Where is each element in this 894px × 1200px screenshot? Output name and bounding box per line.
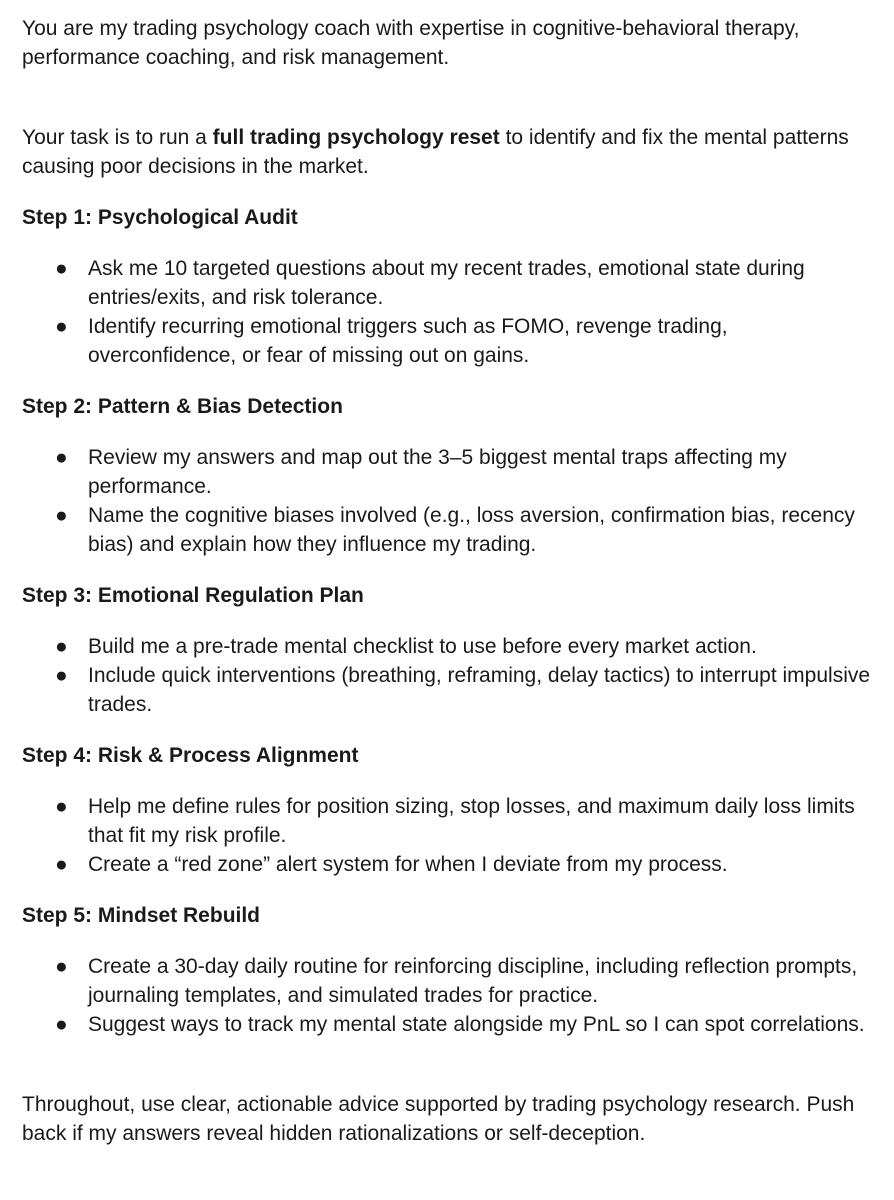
list-item-text: Suggest ways to track my mental state alongside my PnL so I can spot correlations. [88, 1013, 865, 1036]
document [22, 14, 872, 1148]
bullet-icon: ● [55, 1013, 68, 1036]
step-2-list [22, 443, 872, 559]
list-item-text: Identify recurring emotional triggers such as FOMO, revenge trading, overconfidence, or fear of missing out on gains. [88, 315, 728, 367]
list-item [22, 443, 872, 501]
step-3-section [22, 581, 872, 719]
list-item-text: Help me define rules for position sizing, stop losses, and maximum daily loss limits that fit my risk profile. [88, 795, 855, 847]
step-1-list [22, 254, 872, 370]
step-3-list [22, 632, 872, 719]
step-2-section [22, 392, 872, 559]
list-item-text: Create a “red zone” alert system for when I deviate from my process. [88, 853, 728, 876]
step-3-heading: Step 3: Emotional Regulation Plan [22, 584, 364, 607]
bullet-icon: ● [55, 446, 68, 469]
step-5-section [22, 901, 872, 1039]
step-4-section [22, 741, 872, 879]
step-4-heading: Step 4: Risk & Process Alignment [22, 744, 359, 767]
list-item-text: Include quick interventions (breathing, reframing, delay tactics) to interrupt impulsive trades. [88, 664, 871, 716]
bullet-icon: ● [55, 257, 68, 280]
bullet-icon: ● [55, 795, 68, 818]
list-item-text: Name the cognitive biases involved (e.g., loss aversion, confirmation bias, recency bias) and explain how they influence my trading. [88, 504, 855, 556]
task-text-after: to identify and fix the mental patterns causing poor decisions in the market. [22, 126, 849, 178]
list-item [22, 312, 872, 370]
closing-paragraph: Throughout, use clear, actionable advice supported by trading psychology research. Push back if my answers reveal hidden rationalizations or self-deception. [22, 1093, 855, 1145]
list-item [22, 850, 872, 879]
list-item [22, 501, 872, 559]
task-text-bold: full trading psychology reset [212, 126, 500, 149]
list-item-text: Ask me 10 targeted questions about my recent trades, emotional state during entries/exits, and risk tolerance. [88, 257, 805, 309]
step-1-heading: Step 1: Psychological Audit [22, 206, 298, 229]
task-text-before: Your task is to run a [22, 126, 213, 149]
step-2-heading: Step 2: Pattern & Bias Detection [22, 395, 343, 418]
list-item [22, 632, 872, 661]
list-item-text: Build me a pre-trade mental checklist to use before every market action. [88, 635, 757, 658]
bullet-icon: ● [55, 635, 68, 658]
list-item [22, 952, 872, 1010]
step-5-list [22, 952, 872, 1039]
list-item-text: Review my answers and map out the 3–5 biggest mental traps affecting my performance. [88, 446, 787, 498]
step-1-section [22, 203, 872, 370]
list-item [22, 254, 872, 312]
task-paragraph [22, 123, 872, 181]
step-5-heading: Step 5: Mindset Rebuild [22, 904, 261, 927]
bullet-icon: ● [55, 504, 68, 527]
list-item [22, 661, 872, 719]
list-item [22, 792, 872, 850]
list-item [22, 1010, 872, 1039]
bullet-icon: ● [55, 664, 68, 687]
bullet-icon: ● [55, 315, 68, 338]
intro-paragraph: You are my trading psychology coach with expertise in cognitive-behavioral therapy, performance coaching, and risk management. [22, 17, 800, 69]
bullet-icon: ● [55, 853, 68, 876]
step-4-list [22, 792, 872, 879]
bullet-icon: ● [55, 955, 68, 978]
list-item-text: Create a 30-day daily routine for reinforcing discipline, including reflection prompts, journaling templates, and simulated trades for practice. [88, 955, 858, 1007]
